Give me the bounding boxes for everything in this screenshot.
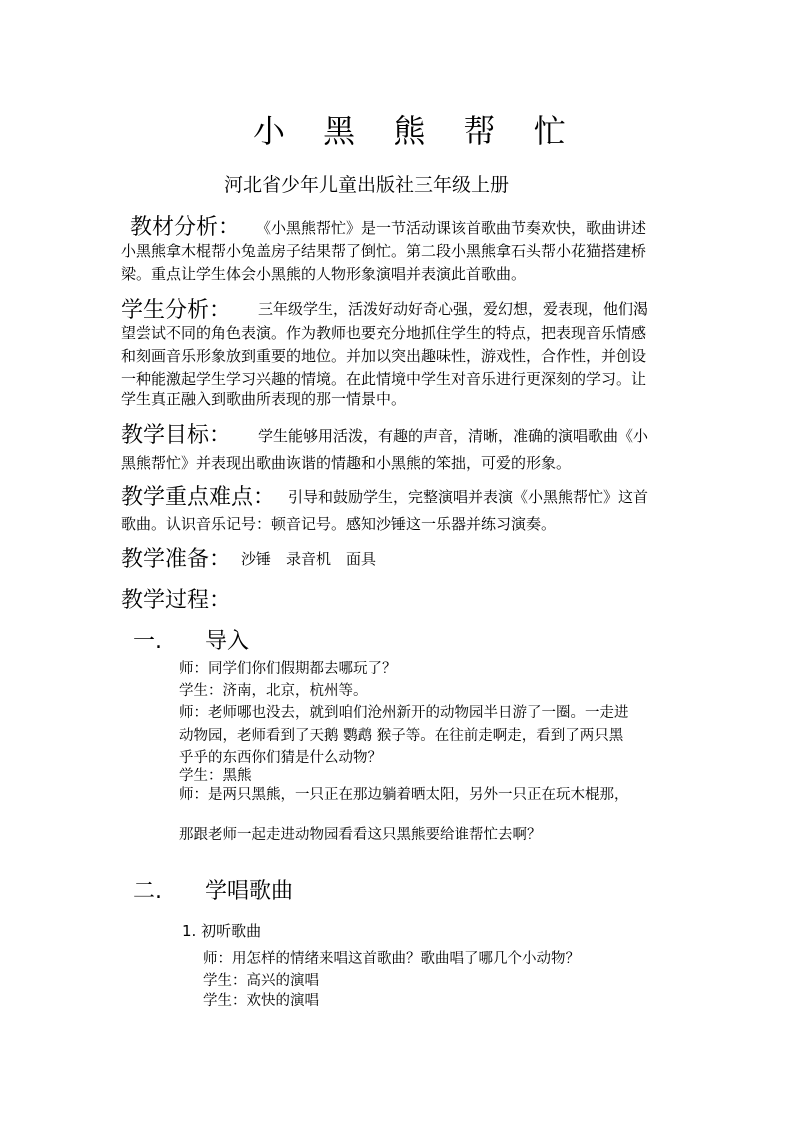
part2-sub1-line: 学生：高兴的演唱: [203, 973, 319, 989]
part1-dialog-line: 师：是两只黑熊，一只正在那边躺着晒太阳，另外一只正在玩木棍那，: [179, 787, 629, 803]
part2-sub1-label: 1. 初听歌曲: [182, 922, 262, 940]
section-heading-student-analysis: 学生分析：: [121, 298, 232, 323]
student-analysis-line-1: 三年级学生，活泼好动好奇心强，爱幻想，爱表现，他们渴: [258, 300, 649, 318]
section-heading-preparation: 教学准备：: [121, 547, 232, 572]
part2-sub1-line: 学生：欢快的演唱: [203, 993, 319, 1009]
section-heading-teaching-goals: 教学目标：: [121, 423, 232, 448]
part2-title: 学唱歌曲: [205, 879, 294, 904]
teaching-goals-line-1: 学生能够用活泼，有趣的声音，清晰，准确的演唱歌曲《小: [258, 427, 649, 445]
teaching-goals-line-2: 黑熊帮忙》并表现出歌曲诙谐的情趣和小黑熊的笨拙，可爱的形象。: [121, 454, 572, 472]
student-analysis-line-4: 一种能激起学生学习兴趣的情境。在此情境中学生对音乐进行更深刻的学习。让: [121, 370, 647, 388]
part1-number: 一.: [133, 629, 162, 654]
part1-dialog-line: 学生：黑熊: [179, 768, 252, 784]
part1-dialog-line: 乎乎的东西你们猜是什么动物？: [179, 750, 382, 766]
part1-dialog-line: 学生：济南，北京，杭州等。: [179, 683, 368, 699]
page-title: 小 黑 熊 帮 忙: [253, 112, 580, 150]
part1-title: 导入: [205, 629, 250, 654]
preparation-items: 沙锤 录音机 面具: [241, 550, 377, 568]
student-analysis-line-5: 学生真正融入到歌曲所表现的那一情景中。: [121, 390, 407, 408]
part2-number: 二.: [133, 879, 162, 904]
section-heading-key-points: 教学重点难点：: [121, 485, 276, 510]
section-heading-teaching-process: 教学过程：: [121, 588, 232, 613]
student-analysis-line-2: 望尝试不同的角色表演。作为教师也要充分地抓住学生的特点，把表现音乐情感: [121, 324, 647, 342]
section-heading-textbook-analysis: 教材分析：: [130, 215, 241, 240]
part1-dialog-after: 那跟老师一起走进动物园看看这只黑熊要给谁帮忙去啊？: [179, 827, 542, 843]
part1-dialog-line: 动物园，老师看到了天鹅 鹦鹉 猴子等。在往前走啊走，看到了两只黑: [179, 728, 624, 744]
key-points-line-1: 引导和鼓励学生，完整演唱并表演《小黑熊帮忙》这首: [288, 488, 649, 506]
textbook-analysis-line-3: 梁。重点让学生体会小黑熊的人物形象演唱并表演此首歌曲。: [121, 265, 527, 283]
key-points-line-2: 歌曲。认识音乐记号：顿音记号。感知沙锤这一乐器并练习演奏。: [121, 515, 557, 533]
textbook-analysis-line-2: 小黑熊拿木棍帮小兔盖房子结果帮了倒忙。第二段小黑熊拿石头帮小花猫搭建桥: [121, 242, 647, 260]
textbook-analysis-line-1: 《小黑熊帮忙》是一节活动课该首歌曲节奏欢快，歌曲讲述: [256, 219, 647, 237]
student-analysis-line-3: 和刻画音乐形象放到重要的地位。并加以突出趣味性，游戏性，合作性，并创设: [121, 347, 647, 365]
part1-dialog-line: 师：同学们你们假期都去哪玩了？: [179, 661, 397, 677]
part2-sub1-line: 师：用怎样的情绪来唱这首歌曲？歌曲唱了哪几个小动物？: [203, 951, 580, 967]
page-subtitle: 河北省少年儿童出版社三年级上册: [224, 174, 510, 196]
part1-dialog-line: 师：老师哪也没去，就到咱们沧州新开的动物园半日游了一圈。一走进: [179, 705, 629, 721]
